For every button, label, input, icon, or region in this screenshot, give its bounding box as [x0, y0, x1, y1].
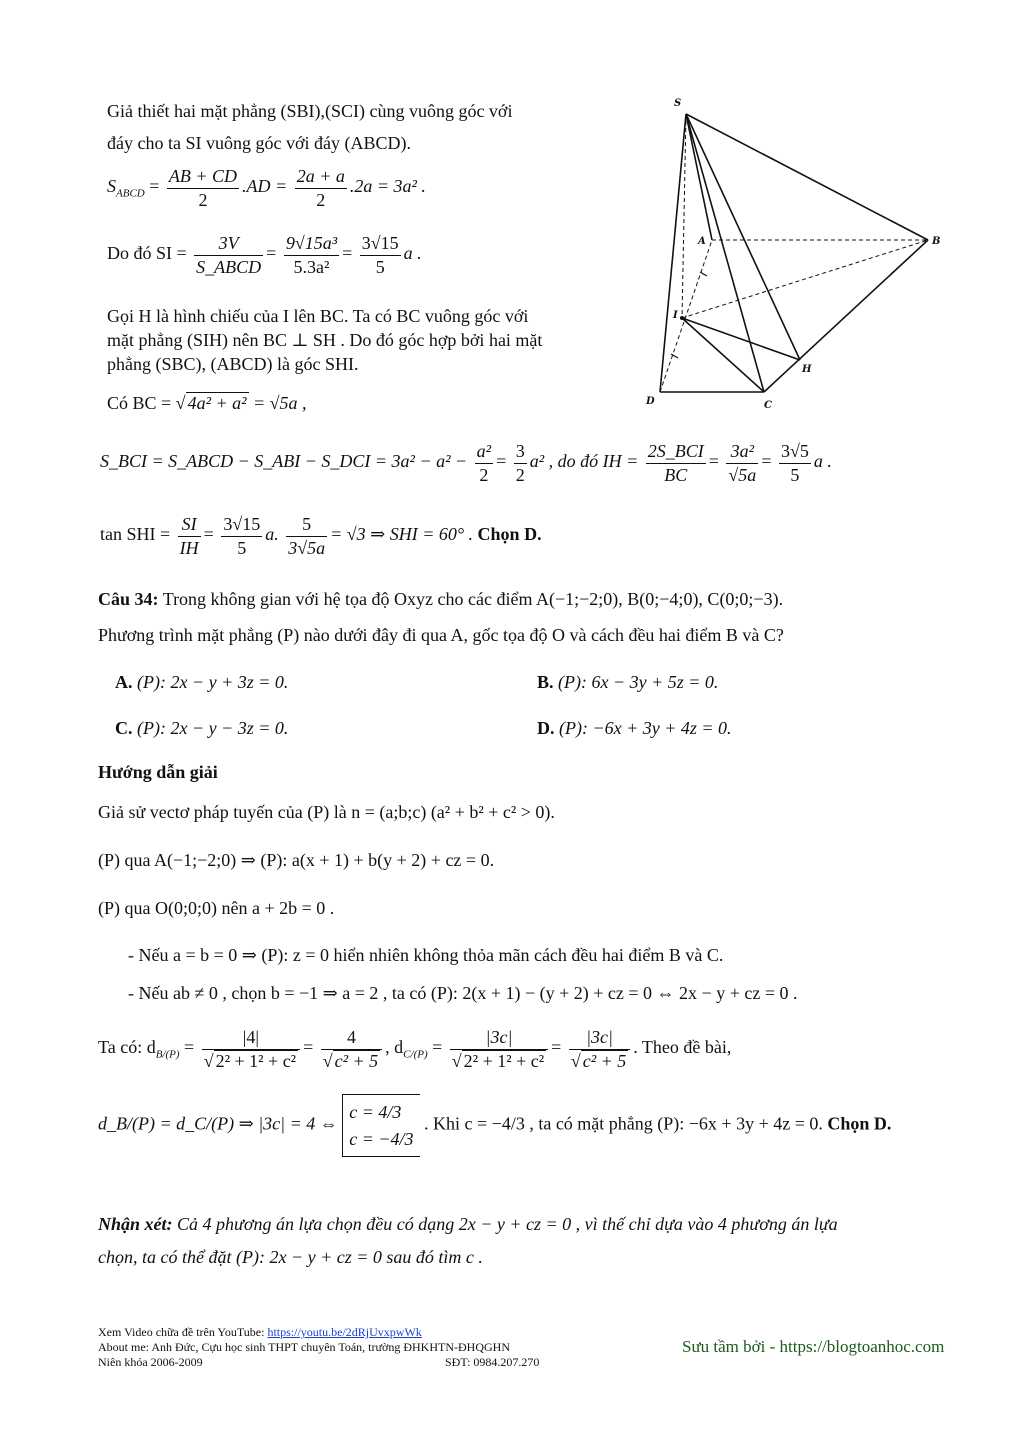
fraction: $\frac{3√5}{5}$ [780, 441, 809, 485]
edge-sd [660, 114, 686, 392]
sol33-line-7: phẳng (SBC), (ABCD) là góc SHI. [107, 354, 359, 374]
footer-phone: SĐT: 0984.207.270 [445, 1355, 540, 1369]
fraction: $\frac{AB + CD}{2}$ [168, 166, 238, 210]
option-b: B. (P): 6x − 3y + 5z = 0. [537, 672, 719, 692]
sol33-tan-angle: tan SHI = $\frac{SI}{IH}$ = $\frac{3√15}{5}$ a. $\frac{5}{3√5a}$ = √3 ⇒ SHI = 60° . Chọn D. [100, 514, 542, 558]
edge-ic [682, 318, 764, 392]
note-line-2: chọn, ta có thể đặt (P): 2x − y + cz = 0 sau đó tìm c . [98, 1247, 483, 1267]
option-c: C. (P): 2x − y − 3z = 0. [115, 718, 289, 738]
fraction: $\frac{4}{\text{√ c² + 5}}$ [321, 1026, 382, 1072]
answer-choice: Chọn D. [827, 1113, 892, 1134]
sol33-height-formula: Do đó SI = 3V S_ABCD = $\frac{\text{9√15a³}}{\text{5.3a²}}$ = $\frac{3√15}{5}$ a . [107, 233, 422, 277]
fraction: $\frac{\text{9√15a³}}{\text{5.3a²}}$ [285, 233, 338, 277]
sol34-bullet-2: - Nếu ab ≠ 0 , chọn b = −1 ⇒ a = 2 , ta có (P): 2(x + 1) − (y + 2) + cz = 0 ⇔ 2x − y + cz = 0 . [128, 983, 798, 1003]
fraction: $\frac{|3c|}{\text{√ 2² + 1² + c²}}$ [450, 1026, 548, 1072]
sol34-distances: Ta có: $d_{B/(P)}$ = $\frac{|4|}{\text{√ 2² + 1² + c²}}$ = $\frac{4}{\text{√ c² + 5}}$ , $d_{C/(P)}$ = $\frac{|3c|}{\text{√ 2² + 1² + c²}}$ = $\frac{|3c|}{\text{√ c² + 5}}$ . Theo đề bài, [98, 1027, 732, 1071]
edge-sb [686, 114, 928, 240]
case-bracket [342, 1094, 419, 1157]
label-s: S [674, 98, 682, 109]
note-line-1: Nhận xét: Cả 4 phương án lựa chọn đều có dạng 2x − y + cz = 0 , vì thế chỉ dựa vào 4 phương án lựa [98, 1214, 838, 1234]
edge-ib [682, 240, 928, 318]
area-symbol: S [107, 176, 116, 197]
fraction: 2S_BCI BC [647, 441, 704, 485]
youtube-link[interactable]: https://youtu.be/2dRjUvxpwWk [267, 1325, 422, 1339]
note-label: Nhận xét: [98, 1214, 173, 1234]
sol34-equation: d_B/(P) = d_C/(P) ⇒ |3c| = 4 ⇔ c = 4/3 c = −4/3 . Khi c = −4/3 , ta có mặt phẳng (P): −6x + 3y + 4z = 0. Chọn D. [98, 1094, 891, 1157]
fraction: $\frac{5}{3√5a}$ [288, 514, 326, 558]
edge-sa [686, 114, 712, 240]
pyramid-figure [640, 90, 960, 420]
sol33-line-5: Gọi H là hình chiếu của I lên BC. Ta có BC vuông góc với [107, 306, 529, 326]
label-i: I [673, 310, 678, 321]
option-d: D. (P): −6x + 3y + 4z = 0. [537, 718, 732, 738]
sol34-para-2: (P) qua A(−1;−2;0) ⇒ (P): a(x + 1) + b(y + 2) + cz = 0. [98, 850, 495, 870]
edge-ih [682, 318, 800, 360]
case-1: c = 4/3 [349, 1102, 402, 1122]
footer-credit: Sưu tầm bởi - https://blogtoanhoc.com [682, 1337, 945, 1356]
option-a: A. (P): 2x − y + 3z = 0. [115, 672, 289, 692]
label-d: D [646, 396, 655, 407]
fraction: $\frac{3√15}{5}$ [361, 233, 399, 277]
edge-cb [764, 240, 928, 392]
fraction: $\frac{\text{3a²}}{√5a}$ [728, 441, 757, 485]
label-c: C [764, 400, 772, 411]
label-h: H [802, 364, 812, 375]
solution-heading: Hướng dẫn giải [98, 762, 218, 782]
footer-about: About me: Anh Đức, Cựu học sinh THPT chuyên Toán, trường ĐHKHTN-ĐHQGHN [98, 1340, 510, 1354]
label-b: B [932, 236, 941, 247]
q34-line-1 [98, 588, 783, 611]
question-text: Trong không gian với hệ tọa độ Oxyz cho các điểm A(−1;−2;0), B(0;−4;0), C(0;0;−3). [162, 589, 784, 609]
sol34-bullet-1: - Nếu a = b = 0 ⇒ (P): z = 0 hiển nhiên không thỏa mãn cách đều hai điểm B và C. [128, 945, 724, 965]
fraction: $\frac{SI}{IH}$ [179, 514, 199, 558]
answer-choice: Chọn D. [477, 524, 542, 545]
area-subscript: ABCD [116, 187, 145, 200]
footer-year: Niên khóa 2006-2009 [98, 1355, 203, 1369]
sol33-bc-length: Có BC = √ 4a² + a² = √5a , [107, 393, 307, 413]
sol33-line-6: mặt phẳng (SIH) nên BC ⊥ SH . Do đó góc hợp bởi hai mặt [107, 330, 543, 350]
sol34-para-3: (P) qua O(0;0;0) nên a + 2b = 0 . [98, 898, 335, 918]
sol34-para-1: Giả sử vectơ pháp tuyến của (P) là n = (a;b;c) (a² + b² + c² > 0). [98, 802, 555, 822]
sol33-line-1: Giả thiết hai mặt phẳng (SBI),(SCI) cùng vuông góc với [107, 101, 513, 121]
case-2: c = −4/3 [349, 1128, 414, 1149]
q34-line-2: Phương trình mặt phẳng (P) nào dưới đây đi qua A, gốc tọa độ O và cách đều hai điểm B và C? [98, 625, 784, 645]
fraction: $\frac{|4|}{\text{√ 2² + 1² + c²}}$ [202, 1026, 300, 1072]
fraction: 3V S_ABCD [196, 233, 262, 277]
fraction: $\frac{2a + a}{2}$ [296, 166, 345, 210]
sol33-line-2: đáy cho ta SI vuông góc với đáy (ABCD). [107, 133, 411, 153]
fraction: $\frac{3√15}{5}$ [223, 514, 261, 558]
sol33-area-bci: S_BCI = S_ABCD − S_ABI − S_DCI = 3a² − a² − $\frac{\text{a²}}{2}$ = $\frac{3}{2}$ a² , do đó IH = 2S_BCI BC = $\frac{\text{3a²}}{√5a}$ = $\frac{3√5}{5}$ a . [100, 441, 832, 485]
label-a: A [698, 236, 706, 247]
question-label: Câu 34: [98, 589, 159, 609]
fraction: $\frac{3}{2}$ [515, 441, 525, 485]
fraction: $\frac{\text{a²}}{2}$ [476, 441, 492, 485]
footer-video: Xem Video chữa đề trên YouTube: https://youtu.be/2dRjUvxpwWk [98, 1325, 422, 1339]
sol33-area-formula: $S_{ABCD}$ = $\frac{AB + CD}{2}$ .AD = $\frac{2a + a}{2}$ .2a = 3a² . [107, 166, 426, 210]
edge-sc [686, 114, 764, 392]
fraction: $\frac{|3c|}{\text{√ c² + 5}}$ [569, 1026, 630, 1072]
